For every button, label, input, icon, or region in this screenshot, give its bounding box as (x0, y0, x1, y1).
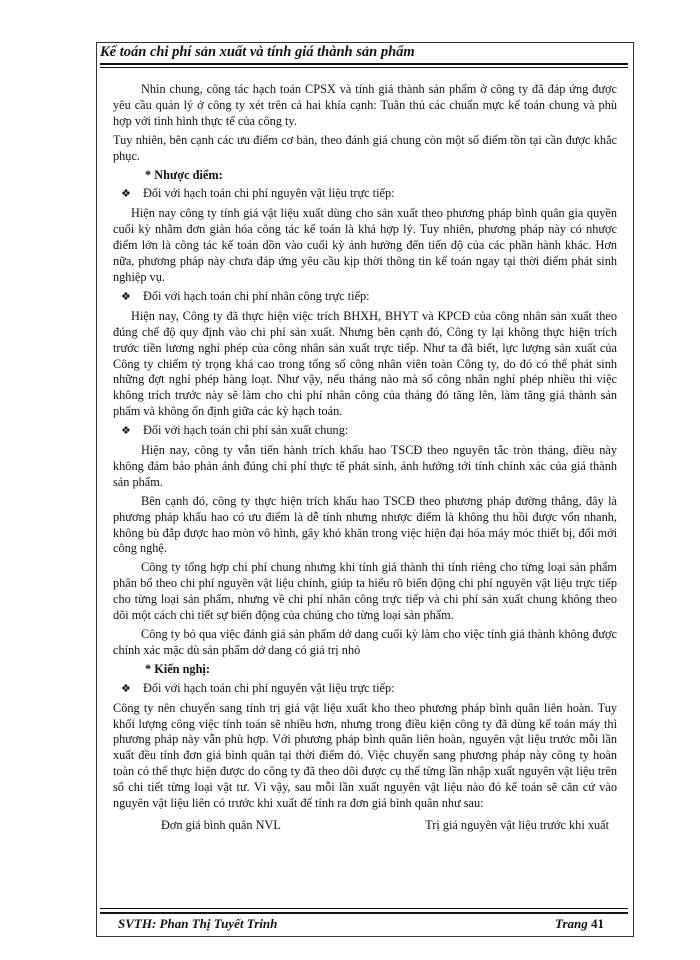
bullet-text: Đối với hạch toán chi phí nguyên vật liệu trực tiếp: (143, 186, 395, 201)
bullet-text: Đối với hạch toán chi phí sản xuất chung: (143, 423, 349, 438)
header-rule (100, 63, 628, 65)
page-number: 41 (591, 916, 604, 931)
paragraph: Công ty bỏ qua việc đánh giá sản phẩm dở dang cuối kỳ làm cho việc tính giá thành không được chính xác mặc dù sản phẩm dở dang có giá trị nhỏ (113, 627, 617, 657)
paragraph: Bên cạnh đó, công ty thực hiện trích khấu hao TSCĐ theo phương pháp đường thẳng, đây là phương pháp khấu hao có ưu điểm là dễ tính nhưng nhược điểm là không thu hồi được vốn nhanh, không bù đắp được hao mòn vô hình, gây khó khăn trong việc hiện đại hóa máy móc thiết bị, đổi mới công nghệ. (113, 493, 617, 556)
bullet-item (113, 423, 617, 440)
diamond-bullet-icon: ❖ (121, 290, 131, 303)
bullet-text: Đối với hạch toán chi phí nguyên vật liệu trực tiếp: (143, 680, 395, 695)
paragraph: Hiện nay công ty tính giá vật liệu xuất dùng cho sản xuất theo phương pháp bình quân gia quyền cuối kỳ nhằm đơn giản hóa công tác kế toán là khá hợp lý. Tuy nhiên, phương pháp này có nhược điểm lớn là công tác kế toán dồn vào cuối kỳ ảnh hưởng đến tiến độ của các phần hành khác. Hơn nữa, phương pháp này chưa đáp ứng yêu cầu kịp thời thông tin kế toán ngay tại thời điểm phát sinh nghiệp vụ. (113, 206, 617, 284)
header-rule-thin (100, 67, 628, 68)
bullet-text: Đối với hạch toán chi phí nhân công trực tiếp: (143, 288, 370, 303)
diamond-bullet-icon: ❖ (121, 682, 131, 695)
section-heading-recommendations: * Kiến nghị: (145, 661, 210, 676)
footer-rule (100, 912, 628, 914)
bullet-item (113, 681, 617, 698)
section-heading-weaknesses: * Nhược điểm: (145, 167, 223, 182)
paragraph: Hiện nay, công ty vẫn tiến hành trích khấu hao TSCĐ theo nguyên tắc tròn tháng, điều này không đảm bảo phản ánh đúng chi phí thực tế phát sinh, ảnh hưởng tới tính chính xác của giá thành sản phẩm. (113, 443, 617, 489)
page-label: Trang (555, 916, 588, 931)
paragraph: Nhìn chung, công tác hạch toán CPSX và tính giá thành sản phẩm ở công ty đã đáp ứng được yêu cầu quản lý ở công ty xét trên cả hai khía cạnh: Tuân thủ các chuẩn mực kế toán chung và phù hợp với tình hình thực tế của công ty. (113, 82, 617, 128)
paragraph: Hiện nay, Công ty đã thực hiện việc trích BHXH, BHYT và KPCĐ của công nhân sản xuất theo đúng chế độ quy định vào chi phí sản xuất. Nhưng bên cạnh đó, Công ty lại không thực hiện trích trước tiền lương nghỉ phép của công nhân sản xuất trực tiếp. Như ta đã biết, lực lượng sản xuất của Công ty chiếm tỷ trọng khá cao trong tổng số công nhân viên toàn Công ty, do đó có thể phát sinh những đợt nghỉ phép hàng loạt. Như vậy, nếu tháng nào mà số công nhân nghỉ phép nhiều thì việc không trích trước này sẽ làm cho chi phí nhân công của tháng đó tăng lên, làm tăng giá thành sản phẩm và không ổn định giữa các kỳ hạch toán. (113, 308, 617, 419)
diamond-bullet-icon: ❖ (121, 188, 131, 201)
paragraph: Tuy nhiên, bên cạnh các ưu điểm cơ bản, theo đánh giá chung còn một số điểm tồn tại cần được khắc phục. (113, 132, 617, 163)
bullet-item (113, 289, 617, 306)
document-body (113, 82, 617, 834)
page-header-title: Kế toán chi phí sản xuất và tính giá thành sản phẩm (100, 44, 415, 60)
bullet-item (113, 186, 617, 203)
footer-author: SVTH: Phan Thị Tuyết Trinh (118, 916, 278, 931)
footer-page (555, 916, 604, 932)
formula-right-label: Trị giá nguyên vật liệu trước khi xuất (425, 817, 609, 832)
formula-left-label: Đơn giá bình quân NVL (161, 817, 281, 832)
diamond-bullet-icon: ❖ (121, 425, 131, 438)
paragraph: Công ty nên chuyển sang tính trị giá vật liệu xuất kho theo phương pháp bình quân liên hoàn. Tuy khối lượng công việc tính toán sẽ nhiều hơn, nhưng trong điều kiện công ty đã dùng kế toán máy thì phương pháp này vẫn phù hợp. Với phương pháp bình quân liên hoàn, nguyên vật liệu trước mỗi lần xuất đều tính đơn giá bình quân tại thời điểm đó. Việc chuyển sang phương pháp này công ty hoàn toàn có thể thực hiện được do công ty đã theo dõi được cụ thể từng lần nhập xuất nguyên vật liệu trên sổ chi tiết từng loại vật tư. Vì vậy, sau mỗi lần xuất nguyên vật liệu nào đó kế toán sẽ căn cứ vào nguyên vật liệu liên có trước khi xuất để tính ra đơn giá bình quân như sau: (113, 700, 617, 811)
formula-row (113, 815, 617, 834)
footer-rule-thin (100, 908, 628, 909)
paragraph: Công ty tổng hợp chi phí chung nhưng khi tính giá thành thì tính riêng cho từng loại sản phẩm phân bổ theo chi phí nguyên vật liệu chính, giúp ta hiểu rõ biến động chi phí nguyên vật liệu trực tiếp cho từng loại sản phẩm, nhưng về chi phí nhân công trực tiếp và chi phí sản xuất chung không theo dõi một cách chi tiết sự biến động của chúng cho từng loại sản phẩm. (113, 560, 617, 623)
